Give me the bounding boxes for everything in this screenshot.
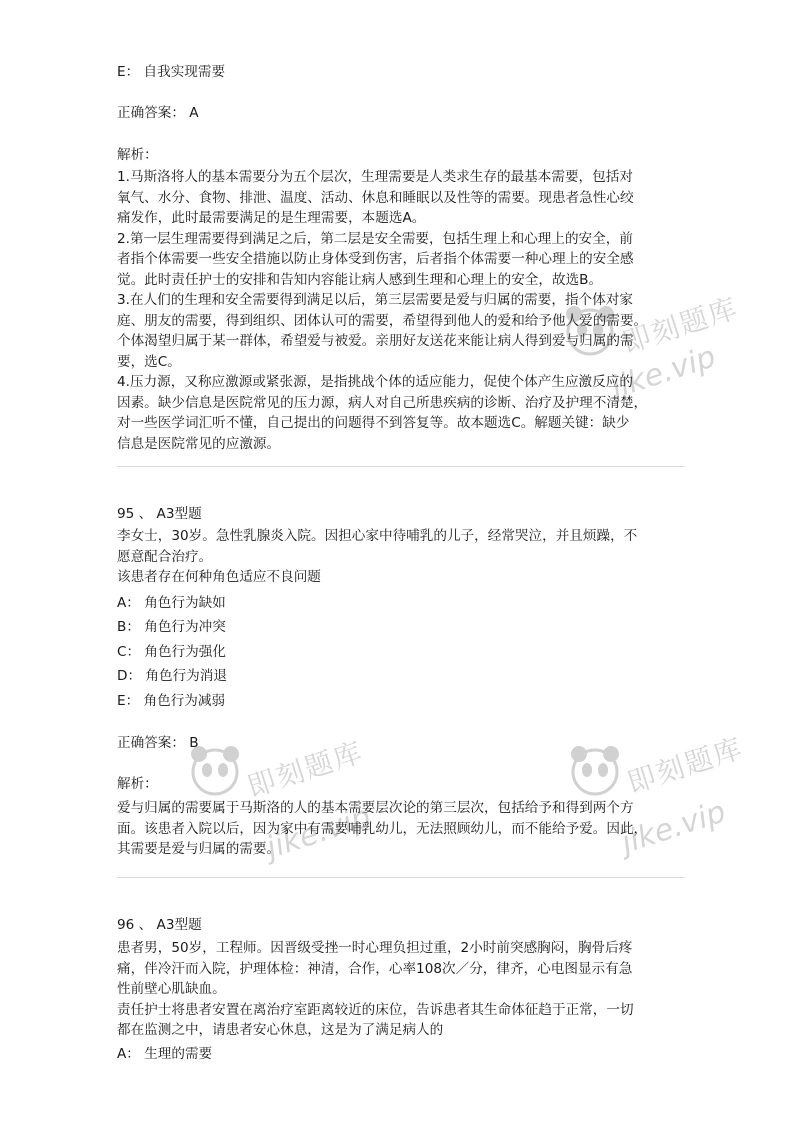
analysis-label: 解析： xyxy=(117,776,158,792)
analysis-line: 1.马斯洛将人的基本需要分为五个层次，生理需要是人类求生存的最基本需要，包括对 xyxy=(117,169,633,185)
analysis-line: 信息是医院常见的应激源。 xyxy=(117,435,281,452)
question-header: 95 、 A3型题 xyxy=(117,506,202,522)
analysis-line: 庭、朋友的需要，得到组织、团体认可的需要，希望得到他人的爱和给予他人爱的需要。 xyxy=(117,312,648,329)
option-d: D： 角色行为消退 xyxy=(117,668,227,684)
panda-logo-icon xyxy=(565,740,625,800)
stem-line: 李女士，30岁。急性乳腺炎入院。因担心家中待哺乳的儿子，经常哭泣，并且烦躁，不 xyxy=(117,528,638,544)
watermark-url: jike.vip xyxy=(617,794,730,861)
analysis-line: 面。该患者入院以后，因为家中有需要哺乳幼儿，无法照顾幼儿，而不能给予爱。因此， xyxy=(117,820,648,837)
analysis-line: 因素。缺少信息是医院常见的压力源，病人对自己所患疾病的诊断、治疗及护理不清楚， xyxy=(117,394,648,411)
analysis-line: 3.在人们的生理和安全需要得到满足以后，第三层需要是爱与归属的需要，指个体对家 xyxy=(117,292,633,308)
watermark-text: 即刻题库 xyxy=(243,735,368,804)
analysis-line: 要，选C。 xyxy=(117,353,181,370)
analysis-line: 其需要是爱与归属的需要。 xyxy=(117,841,281,857)
analysis-text xyxy=(117,798,687,860)
option-e: E： 角色行为减弱 xyxy=(117,693,226,709)
watermark-url: jike.vip xyxy=(607,339,720,406)
stem-line: 都在监测之中，请患者安心休息，这是为了满足病人的 xyxy=(117,1022,444,1038)
stem-line: 患者男，50岁，工程师。因晋级受挫一时心理负担过重，2小时前突感胸闷，胸骨后疼 xyxy=(117,940,633,956)
stem-line: 性前壁心肌缺血。 xyxy=(117,981,226,997)
analysis-line: 觉。此时责任护士的安排和告知内容能让病人感到生理和心理上的安全，故选B。 xyxy=(117,271,603,288)
stem-line: 愿意配合治疗。 xyxy=(117,548,213,565)
question-stem xyxy=(117,526,687,588)
analysis-line: 对一些医学词汇听不懂，自己提出的问题得不到答复等。故本题选C。解题关键：缺少 xyxy=(117,415,630,431)
watermark-text: 即刻题库 xyxy=(623,731,748,800)
stem-line: 痛，伴冷汗而入院，护理体检：神清，合作，心率108次／分，律齐，心电图显示有急 xyxy=(117,960,633,977)
analysis-line: 者指个体需要一些安全措施以防止身体受到伤害，后者指个体需要一种心理上的安全感 xyxy=(117,251,634,267)
analysis-text xyxy=(117,167,687,454)
stem-line: 责任护士将患者安置在离治疗室距离较近的床位，告诉患者其生命体征趋于正常，一切 xyxy=(117,1001,634,1018)
option-e: E： 自我实现需要 xyxy=(117,64,226,80)
watermark-text: 即刻题库 xyxy=(618,291,743,360)
option-a: A： 生理的需要 xyxy=(117,1046,213,1062)
analysis-line: 痛发作，此时最需要满足的是生理需要，本题选A。 xyxy=(117,210,426,226)
analysis-label: 解析： xyxy=(117,147,158,163)
option-b: B： 角色行为冲突 xyxy=(117,619,226,635)
question-header: 96 、 A3型题 xyxy=(117,917,202,933)
analysis-line: 爱与归属的需要属于马斯洛的人的基本需要层次论的第三层次，包括给予和得到两个方 xyxy=(117,800,634,816)
stem-line: 该患者存在何种角色适应不良问题 xyxy=(117,569,321,585)
analysis-line: 个体渴望归属于某一群体，希望爱与被爱。亲朋好友送花来能让病人得到爱与归属的需 xyxy=(117,333,634,349)
analysis-line: 4.压力源，又称应激源或紧张源，是指挑战个体的适应能力，促使个体产生应激反应的 xyxy=(117,374,633,390)
correct-answer: 正确答案： A xyxy=(117,105,199,121)
analysis-line: 氧气、水分、食物、排泄、温度、活动、休息和睡眠以及性等的需要。现患者急性心绞 xyxy=(117,189,634,206)
correct-answer: 正确答案： B xyxy=(117,735,199,751)
question-stem xyxy=(117,938,687,1041)
option-c: C： 角色行为强化 xyxy=(117,644,226,660)
divider xyxy=(117,466,685,467)
divider xyxy=(117,877,685,878)
watermark-url: jike.vip xyxy=(262,799,375,866)
analysis-line: 2.第一层生理需要得到满足之后，第二层是安全需要，包括生理上和心理上的安全，前 xyxy=(117,230,633,247)
option-a: A： 角色行为缺如 xyxy=(117,595,226,611)
